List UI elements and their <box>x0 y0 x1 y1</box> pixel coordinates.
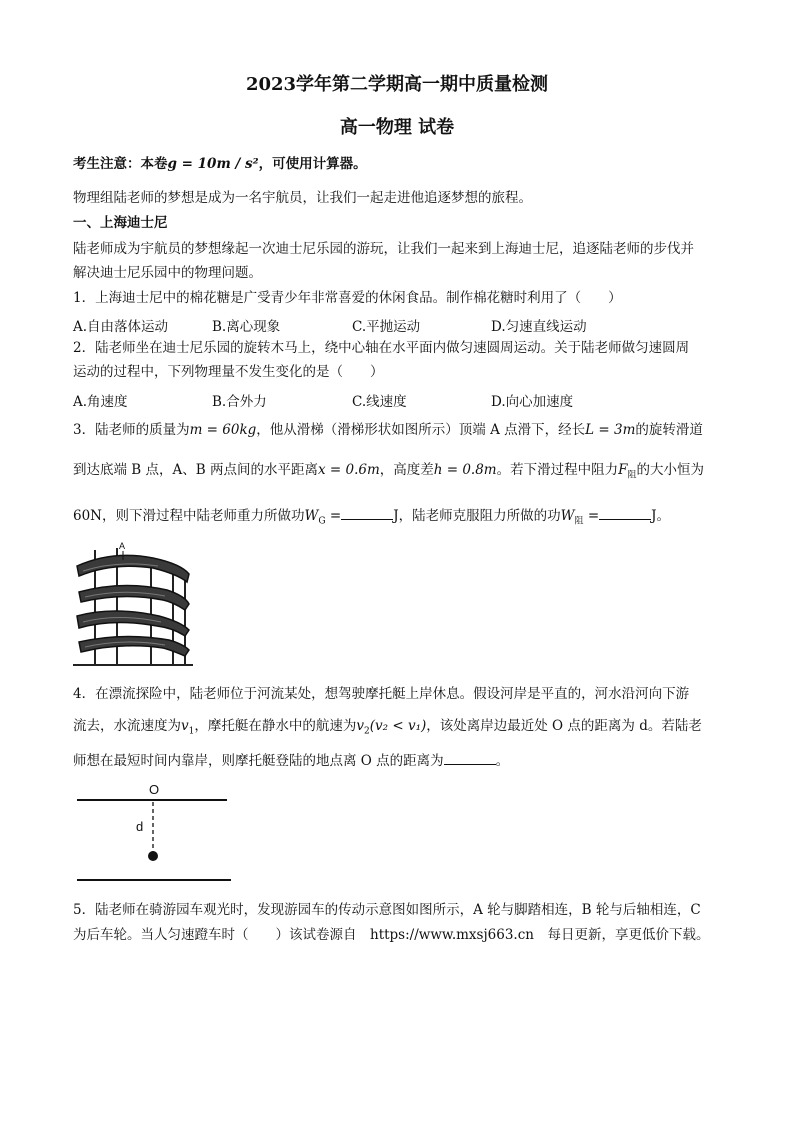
section1-heading: 一、上海迪士尼 <box>73 215 168 231</box>
q2-option-b: B.合外力 <box>212 394 267 410</box>
q4-speed-condition: (v₂ < v₁) <box>369 718 427 734</box>
q3-answer-blank-2[interactable] <box>599 507 651 520</box>
q4-boat-speed: v <box>356 718 365 734</box>
q1-stem: 1．上海迪士尼中的棉花糖是广受青少年非常喜爱的休闲食品。制作棉花糖时利用了（ ） <box>73 290 622 306</box>
q2-stem-line2: 运动的过程中，下列物理量不发生变化的是（ ） <box>73 364 384 380</box>
q3-text: 的旋转滑道 <box>635 422 703 438</box>
q2-option-a: A.角速度 <box>73 394 128 410</box>
slide-point-a-label: A <box>119 541 126 551</box>
q4-text: 。 <box>495 753 510 769</box>
q3-text: 的大小恒为 <box>636 462 704 478</box>
q4-line3 <box>73 752 509 769</box>
q3-text: 到达底端 B 点，A、B 两点间的水平距离 <box>73 462 318 478</box>
exam-title: 2023学年第二学期高一期中质量检测 <box>245 74 549 95</box>
q3-work-resist: W <box>560 508 575 524</box>
q4-answer-blank[interactable] <box>444 752 496 765</box>
q1-option-b: B.离心现象 <box>212 319 281 335</box>
spiral-slide-figure <box>73 540 193 668</box>
q3-length: L = 3m <box>585 422 636 438</box>
q3-text: 60N，则下滑过程中陆老师重力所做功 <box>73 508 305 524</box>
q3-resist-force: F <box>618 462 628 478</box>
q3-line2 <box>73 462 704 481</box>
q2-option-c: C.线速度 <box>352 394 407 410</box>
q3-work-resist-sub: 阻 <box>574 516 584 527</box>
q4-line1: 4．在漂流探险中，陆老师位于河流某处，想驾驶摩托艇上岸休息。假设河岸是平直的，河水沿河向下游 <box>73 686 690 702</box>
point-o-label: O <box>149 782 160 797</box>
q3-line3 <box>73 507 670 527</box>
q4-text: ，该处离岸边最近处 O 点的距离为 d。若陆老 <box>426 718 702 734</box>
q4-boat-speed-sub: 2 <box>364 726 370 737</box>
q3-text: ，高度差 <box>379 462 434 478</box>
q3-line1 <box>73 422 703 438</box>
q4-text: ，摩托艇在静水中的航速为 <box>194 718 357 734</box>
notice-formula: g = 10m / s² <box>167 156 259 172</box>
section1-para-line2: 解决迪士尼乐园中的物理问题。 <box>73 265 262 281</box>
q3-work-gravity-sub: G <box>318 516 326 527</box>
section1-para-line1: 陆老师成为宇航员的梦想缘起一次迪士尼乐园的游玩，让我们一起来到上海迪士尼，追逐陆老师的步伐并 <box>73 241 694 257</box>
q3-height: h = 0.8m <box>433 462 497 478</box>
notice-prefix: 考生注意：本卷 <box>73 156 168 172</box>
q3-text: 3．陆老师的质量为 <box>73 422 190 438</box>
notice-line <box>73 156 367 172</box>
q2-option-d: D.向心加速度 <box>491 394 574 410</box>
q3-text: ，他从滑梯（滑梯形状如图所示）顶端 A 点滑下，经长 <box>256 422 586 438</box>
q1-option-a: A.自由落体运动 <box>73 319 169 335</box>
q4-water-speed: v <box>181 718 189 734</box>
q3-mass: m = 60kg <box>189 422 257 438</box>
q4-water-speed-sub: 1 <box>188 726 195 737</box>
q3-work-gravity: W <box>304 508 319 524</box>
q1-option-d: D.匀速直线运动 <box>491 319 587 335</box>
q1-option-c: C.平抛运动 <box>352 319 421 335</box>
notice-suffix: ，可使用计算器。 <box>258 156 367 172</box>
q5-line1: 5．陆老师在骑游园车观光时，发现游园车的传动示意图如图所示，A 轮与脚踏相连，B 轮与后轴相连，C <box>73 902 701 918</box>
distance-d-label: d <box>136 819 144 834</box>
intro-text: 物理组陆老师的梦想是成为一名宇航员，让我们一起走进他追逐梦想的旅程。 <box>73 190 532 206</box>
q4-text: 师想在最短时间内靠岸，则摩托艇登陆的地点离 O 点的距离为 <box>73 753 444 769</box>
river-figure <box>75 778 235 884</box>
q3-text: = <box>583 508 600 524</box>
q3-resist-sub: 阻 <box>627 470 637 481</box>
q3-text: = <box>325 508 342 524</box>
q2-stem-line1: 2．陆老师坐在迪士尼乐园的旋转木马上，绕中心轴在水平面内做匀速圆周运动。关于陆老师做匀速圆周 <box>73 340 690 356</box>
boat-position-dot <box>148 851 158 861</box>
q3-distance: x = 0.6m <box>317 462 380 478</box>
q5-line2: 为后车轮。当人匀速蹬车时（ ）该试卷源自 https://www.mxsj663.cn 每日更新，享更低价下载。 <box>73 927 710 943</box>
q4-text: 流去，水流速度为 <box>73 718 181 734</box>
q3-text: J，陆老师克服阻力所做的功 <box>393 508 561 524</box>
q3-text: 。若下滑过程中阻力 <box>496 462 619 478</box>
q3-text: J。 <box>651 508 671 524</box>
exam-subtitle: 高一物理 试卷 <box>339 117 455 138</box>
q4-line2 <box>73 718 702 737</box>
q3-answer-blank-1[interactable] <box>341 507 393 520</box>
